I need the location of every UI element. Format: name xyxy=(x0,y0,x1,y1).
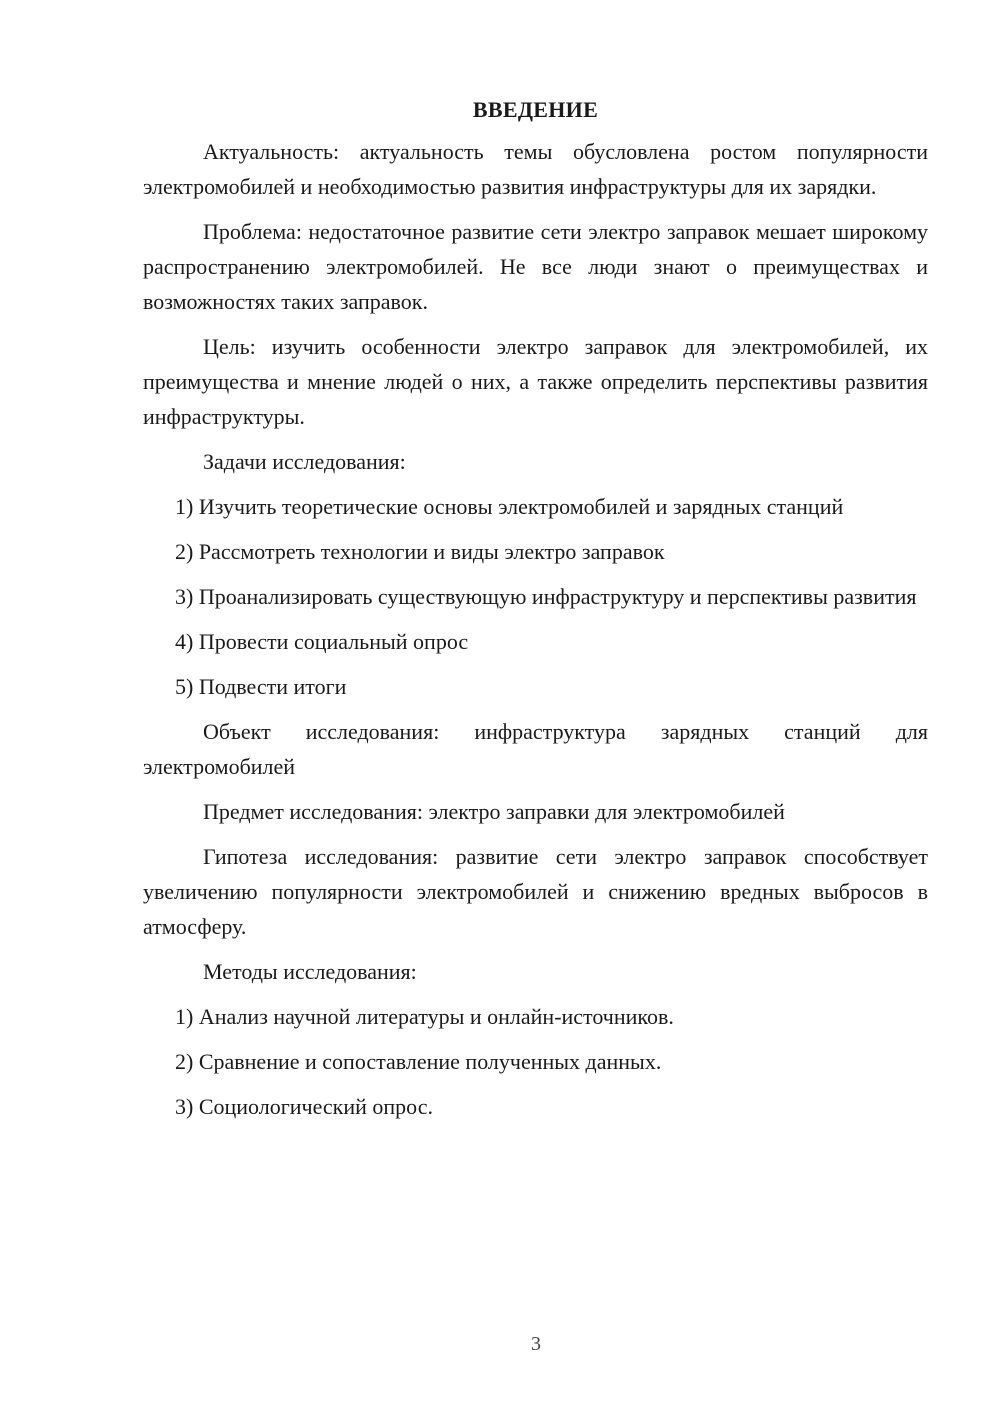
page-number: 3 xyxy=(531,1333,541,1355)
task-item: 3) Проанализировать существующую инфраструктуру и перспективы развития xyxy=(175,584,917,609)
hypothesis-paragraph: Гипотеза исследования: развитие сети электро заправок способствует увеличению популярности электромобилей и снижению вредных выбросов в атмосферу. xyxy=(143,844,928,939)
object-paragraph: Объект исследования: инфраструктура зарядных станций для электромобилей xyxy=(143,719,928,779)
methods-heading: Методы исследования: xyxy=(203,959,417,984)
method-item: 3) Социологический опрос. xyxy=(175,1094,433,1119)
subject-paragraph: Предмет исследования: электро заправки для электромобилей xyxy=(203,799,785,824)
task-item: 4) Провести социальный опрос xyxy=(175,629,469,654)
task-item: 1) Изучить теоретические основы электромобилей и зарядных станций xyxy=(175,494,844,519)
task-item: 2) Рассмотреть технологии и виды электро заправок xyxy=(175,539,665,564)
relevance-paragraph: Актуальность: актуальность темы обусловлена ростом популярности электромобилей и необходимостью развития инфраструктуры для их зарядки. xyxy=(143,139,928,199)
task-item: 5) Подвести итоги xyxy=(175,674,347,699)
problem-paragraph: Проблема: недостаточное развитие сети электро заправок мешает широкому распространению электромобилей. Не все люди знают о преимуществах и возможностях таких заправок. xyxy=(143,219,928,314)
page-title: ВВЕДЕНИЕ xyxy=(472,97,599,122)
document-page xyxy=(143,92,928,1134)
method-item: 1) Анализ научной литературы и онлайн-источников. xyxy=(175,1004,674,1029)
goal-paragraph: Цель: изучить особенности электро заправок для электромобилей, их преимущества и мнение людей о них, а также определить перспективы развития инфраструктуры. xyxy=(143,334,928,429)
tasks-heading: Задачи исследования: xyxy=(203,449,406,474)
method-item: 2) Сравнение и сопоставление полученных данных. xyxy=(175,1049,662,1074)
